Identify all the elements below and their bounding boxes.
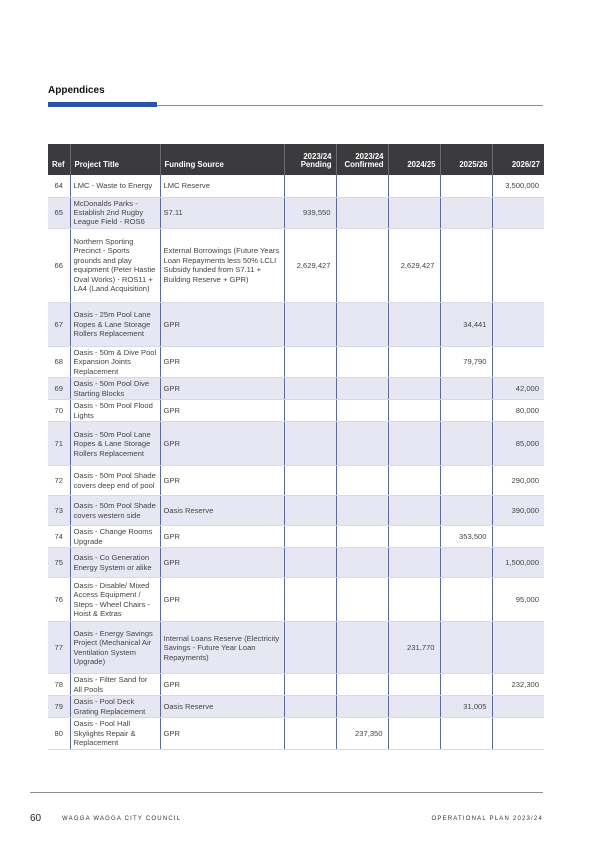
pending-2023-24-cell (284, 302, 336, 346)
ref-cell: 69 (48, 378, 70, 400)
section-title: Appendices (48, 85, 105, 96)
funding-source-cell: Oasis Reserve (160, 496, 284, 526)
value-2025-26-cell (440, 578, 492, 622)
value-2024-25-cell (388, 718, 440, 749)
funding-source-cell: GPR (160, 578, 284, 622)
confirmed-2023-24-cell (336, 175, 388, 197)
value-2025-26-cell (440, 622, 492, 674)
confirmed-2023-24-cell (336, 578, 388, 622)
value-2025-26-cell (440, 400, 492, 422)
value-2025-26-cell (440, 466, 492, 496)
value-2026-27-cell: 1,500,000 (492, 548, 544, 578)
pending-2023-24-cell (284, 378, 336, 400)
ref-cell: 73 (48, 496, 70, 526)
ref-cell: 78 (48, 674, 70, 696)
funding-source-cell: S7.11 (160, 197, 284, 228)
project-title-cell: Oasis - Filter Sand for All Pools (70, 674, 160, 696)
document-name: OPERATIONAL PLAN 2023/24 (431, 816, 543, 822)
pending-2023-24-cell (284, 578, 336, 622)
value-2024-25-cell (388, 378, 440, 400)
ref-cell: 80 (48, 718, 70, 749)
column-header-2025-26: 2025/26 (440, 144, 492, 175)
value-2025-26-cell (440, 228, 492, 302)
confirmed-2023-24-cell (336, 496, 388, 526)
funding-source-cell: GPR (160, 422, 284, 466)
ref-cell: 77 (48, 622, 70, 674)
table-row (48, 496, 544, 526)
value-2024-25-cell (388, 548, 440, 578)
value-2025-26-cell: 79,790 (440, 346, 492, 377)
value-2025-26-cell (440, 718, 492, 749)
footer-divider (30, 792, 543, 793)
funding-source-cell: GPR (160, 400, 284, 422)
title-divider (157, 105, 543, 106)
table-row (48, 302, 544, 346)
value-2026-27-cell (492, 526, 544, 548)
project-title-cell: Oasis - Energy Savings Project (Mechanical Air Ventilation System Upgrade) (70, 622, 160, 674)
pending-2023-24-cell (284, 696, 336, 718)
pending-2023-24-cell (284, 400, 336, 422)
value-2024-25-cell (388, 674, 440, 696)
ref-cell: 65 (48, 197, 70, 228)
value-2025-26-cell (440, 378, 492, 400)
funding-source-cell: LMC Reserve (160, 175, 284, 197)
value-2026-27-cell: 95,000 (492, 578, 544, 622)
value-2025-26-cell (440, 175, 492, 197)
funding-source-cell: GPR (160, 718, 284, 749)
value-2025-26-cell (440, 197, 492, 228)
column-header-ref: Ref (48, 144, 70, 175)
confirmed-2023-24-cell (336, 197, 388, 228)
confirmed-2023-24-cell (336, 422, 388, 466)
pending-2023-24-cell (284, 422, 336, 466)
pending-2023-24-cell (284, 718, 336, 749)
table-row (48, 674, 544, 696)
pending-2023-24-cell (284, 175, 336, 197)
ref-cell: 67 (48, 302, 70, 346)
confirmed-2023-24-cell (336, 400, 388, 422)
value-2024-25-cell (388, 400, 440, 422)
confirmed-2023-24-cell (336, 346, 388, 377)
value-2026-27-cell (492, 718, 544, 749)
value-2026-27-cell (492, 302, 544, 346)
value-2026-27-cell (492, 622, 544, 674)
value-2024-25-cell: 2,629,427 (388, 228, 440, 302)
confirmed-2023-24-cell (336, 696, 388, 718)
value-2024-25-cell (388, 696, 440, 718)
ref-cell: 75 (48, 548, 70, 578)
table-row (48, 526, 544, 548)
confirmed-2023-24-cell (336, 548, 388, 578)
value-2025-26-cell (440, 674, 492, 696)
pending-2023-24-cell: 2,629,427 (284, 228, 336, 302)
value-2024-25-cell (388, 526, 440, 548)
ref-cell: 64 (48, 175, 70, 197)
confirmed-2023-24-cell (336, 378, 388, 400)
project-title-cell: Oasis - 50m Pool Shade covers deep end of pool (70, 466, 160, 496)
value-2025-26-cell: 34,441 (440, 302, 492, 346)
table-row (48, 578, 544, 622)
column-header-2023-24-pending: 2023/24 Pending (284, 144, 336, 175)
confirmed-2023-24-cell: 237,350 (336, 718, 388, 749)
pending-2023-24-cell (284, 466, 336, 496)
project-title-cell: Oasis - 50m Pool Lane Ropes & Lane Storage Rollers Replacement (70, 422, 160, 466)
funding-source-cell: GPR (160, 346, 284, 377)
value-2025-26-cell: 353,500 (440, 526, 492, 548)
pending-2023-24-cell (284, 346, 336, 377)
funding-source-cell: Oasis Reserve (160, 696, 284, 718)
value-2026-27-cell: 3,500,000 (492, 175, 544, 197)
funding-source-cell: GPR (160, 526, 284, 548)
table-row (48, 422, 544, 466)
ref-cell: 79 (48, 696, 70, 718)
confirmed-2023-24-cell (336, 526, 388, 548)
project-title-cell: Oasis - Disable/ Mixed Access Equipment / Steps - Wheel Chairs - Hoist & Extras (70, 578, 160, 622)
pending-2023-24-cell (284, 674, 336, 696)
pending-2023-24-cell (284, 548, 336, 578)
value-2026-27-cell (492, 346, 544, 377)
value-2026-27-cell (492, 197, 544, 228)
confirmed-2023-24-cell (336, 302, 388, 346)
table-row (48, 696, 544, 718)
ref-cell: 72 (48, 466, 70, 496)
table-row (48, 622, 544, 674)
value-2025-26-cell: 31,005 (440, 696, 492, 718)
funding-source-cell: External Borrowings (Future Years Loan Repayments less 50% LCLI Subsidy funded from S7.11 + Building Reserve + GPR) (160, 228, 284, 302)
project-title-cell: Oasis - Co Generation Energy System or alike (70, 548, 160, 578)
value-2026-27-cell: 290,000 (492, 466, 544, 496)
value-2024-25-cell (388, 422, 440, 466)
council-name: WAGGA WAGGA CITY COUNCIL (62, 816, 182, 822)
value-2026-27-cell: 42,000 (492, 378, 544, 400)
project-title-cell: Oasis - 50m Pool Dive Starting Blocks (70, 378, 160, 400)
ref-cell: 71 (48, 422, 70, 466)
table-row (48, 175, 544, 197)
value-2024-25-cell (388, 466, 440, 496)
ref-cell: 70 (48, 400, 70, 422)
pending-2023-24-cell (284, 622, 336, 674)
table-row (48, 197, 544, 228)
column-header-2026-27: 2026/27 (492, 144, 544, 175)
column-header-project-title: Project Title (70, 144, 160, 175)
value-2024-25-cell: 231,770 (388, 622, 440, 674)
project-title-cell: Oasis - 50m & Dive Pool Expansion Joints Replacement (70, 346, 160, 377)
project-title-cell: Oasis - Pool Hall Skylights Repair & Replacement (70, 718, 160, 749)
table-header-row (48, 144, 544, 175)
projects-table (48, 144, 544, 750)
column-header-2024-25: 2024/25 (388, 144, 440, 175)
funding-source-cell: Internal Loans Reserve (Electricity Savings - Future Year Loan Repayments) (160, 622, 284, 674)
value-2024-25-cell (388, 197, 440, 228)
confirmed-2023-24-cell (336, 622, 388, 674)
table-body (48, 175, 544, 749)
funding-source-cell: GPR (160, 548, 284, 578)
project-title-cell: Oasis - Change Rooms Upgrade (70, 526, 160, 548)
confirmed-2023-24-cell (336, 228, 388, 302)
funding-source-cell: GPR (160, 378, 284, 400)
table-row (48, 548, 544, 578)
project-title-cell: McDonalds Parks - Establish 2nd Rugby League Field - ROS6 (70, 197, 160, 228)
value-2024-25-cell (388, 175, 440, 197)
value-2026-27-cell (492, 228, 544, 302)
value-2024-25-cell (388, 496, 440, 526)
table-row (48, 228, 544, 302)
ref-cell: 68 (48, 346, 70, 377)
ref-cell: 66 (48, 228, 70, 302)
value-2026-27-cell: 85,000 (492, 422, 544, 466)
value-2024-25-cell (388, 578, 440, 622)
value-2025-26-cell (440, 496, 492, 526)
column-header-2023-24-confirmed: 2023/24 Confirmed (336, 144, 388, 175)
project-title-cell: Oasis - 50m Pool Shade covers western side (70, 496, 160, 526)
title-accent-rule (48, 102, 157, 107)
ref-cell: 74 (48, 526, 70, 548)
value-2026-27-cell: 80,000 (492, 400, 544, 422)
column-header-funding-source: Funding Source (160, 144, 284, 175)
funding-source-cell: GPR (160, 302, 284, 346)
funding-source-cell: GPR (160, 466, 284, 496)
value-2026-27-cell: 390,000 (492, 496, 544, 526)
pending-2023-24-cell (284, 526, 336, 548)
project-title-cell: LMC - Waste to Energy (70, 175, 160, 197)
project-title-cell: Oasis - 50m Pool Flood Lights (70, 400, 160, 422)
value-2024-25-cell (388, 346, 440, 377)
confirmed-2023-24-cell (336, 466, 388, 496)
confirmed-2023-24-cell (336, 674, 388, 696)
value-2026-27-cell: 232,300 (492, 674, 544, 696)
project-title-cell: Oasis - Pool Deck Grating Replacement (70, 696, 160, 718)
project-title-cell: Oasis - 25m Pool Lane Ropes & Lane Storage Rollers Replacement (70, 302, 160, 346)
ref-cell: 76 (48, 578, 70, 622)
value-2025-26-cell (440, 422, 492, 466)
pending-2023-24-cell (284, 496, 336, 526)
project-title-cell: Northern Sporting Precinct - Sports grounds and play equipment (Peter Hastie Oval Works) - ROS11 + LA4 (Land Acquisition) (70, 228, 160, 302)
value-2024-25-cell (388, 302, 440, 346)
value-2025-26-cell (440, 548, 492, 578)
page-number: 60 (30, 813, 42, 824)
pending-2023-24-cell: 939,550 (284, 197, 336, 228)
table-row (48, 466, 544, 496)
table-row (48, 400, 544, 422)
funding-source-cell: GPR (160, 674, 284, 696)
table-row (48, 718, 544, 749)
table-row (48, 346, 544, 377)
value-2026-27-cell (492, 696, 544, 718)
table-row (48, 378, 544, 400)
